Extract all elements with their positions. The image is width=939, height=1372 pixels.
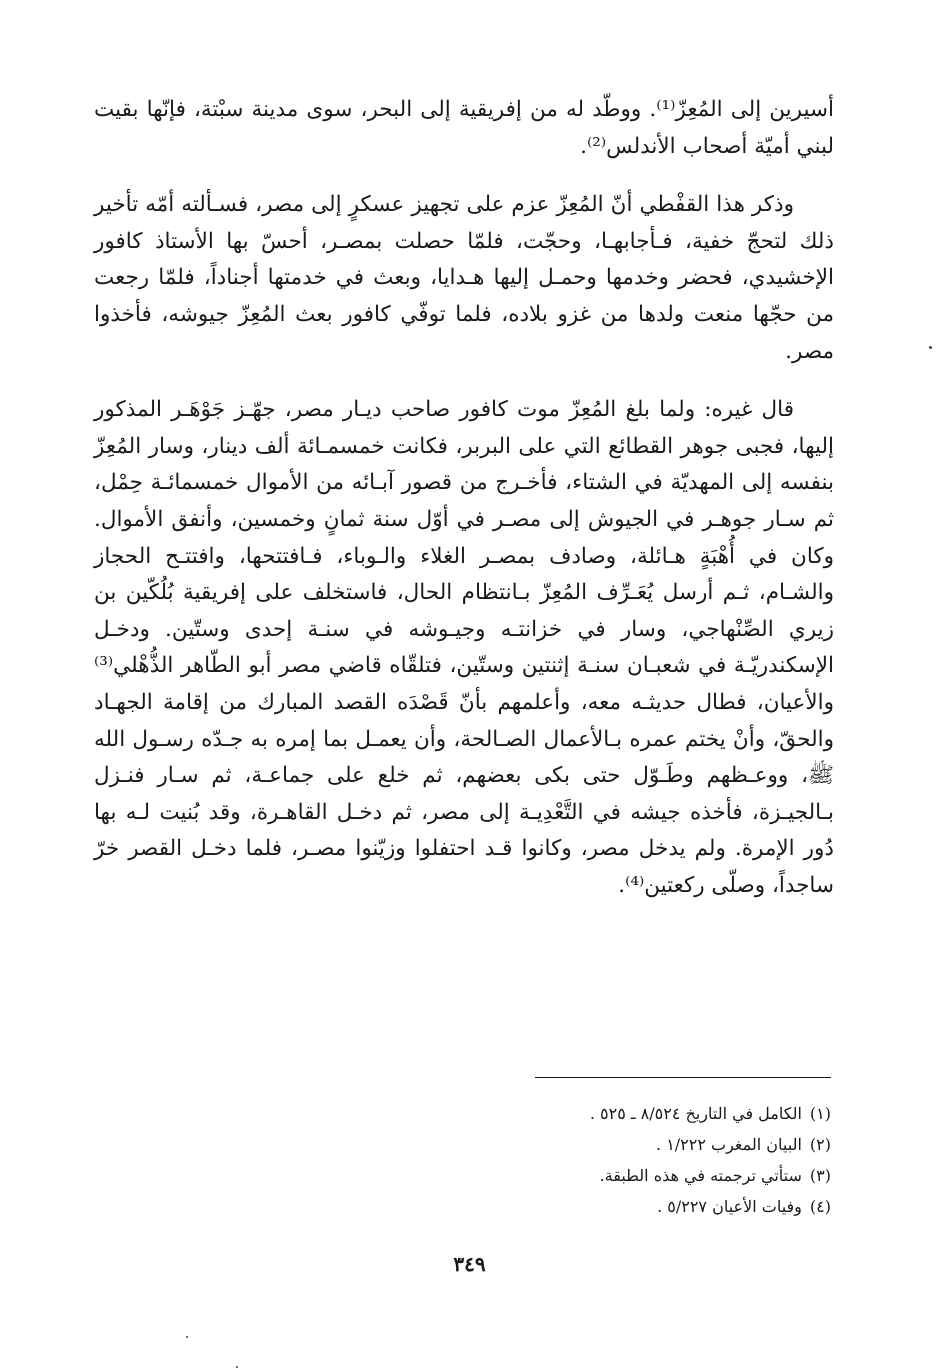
footnote-number: (١) xyxy=(809,1104,831,1123)
scan-speck xyxy=(186,1336,188,1338)
main-text xyxy=(94,92,834,904)
footnote-item xyxy=(300,1098,831,1129)
paragraph-continuation: أسيرين إلى المُعِزّ⁽¹⁾. ووطّد له من إفريقية إلى البحر، سوى مدينة سبْتة، فإنّها بقيت لبني أميّة أصحاب الأندلس⁽²⁾. xyxy=(94,97,834,159)
paragraph-jawhar: قال غيره: ولما بلغ المُعِزّ موت كافور صاحب ديـار مصر، جهّـز جَوْهَـر المذكور إليها، فجبى جوهر القطائع التي على البربر، فكانت خمسمـائة ألف دينار، وسار المُعِزّ بنفسه إلى المهديّة في الشتاء، فأخـرج من قصور آبـائه من الأموال خمسمائـة حِمْل، ثم سـار جوهـر في الجيوش إلى مصـر في أوّل سنة ثمانٍ وخمسين، وأنفق الأموال. وكان في أُهْبَةٍ هـائلة، وصادف بمصـر الغلاء والـوباء، فـافتتحها، وافتتـح الحجاز والشـام، ثـم أرسل يُعَـرِّف المُعِزّ بـانتظام الحال، فاستخلف على إفريقية بُلُكّين بن زيري الصِّنْهاجي، وسار في خزانتـه وجيـوشه في سنـة إحدى وستّين. ودخـل الإسكندريّـة في شعبـان سنـة إثنتين وستّين، فتلقّاه قاضي مصر أبو الطّاهر الذُّهْلي⁽³⁾ والأعيان، فطال حديثـه معه، وأعلمهم بأنّ قَصْدَه القصد المبارك من إقامة الجهـاد والحقّ، وأنْ يختم عمره بـالأعمال الصـالحة، وأن يعمـل بما إمره به جـدّه رسـول الله ﷺ، ووعـظهم وطَـوّل حتى بكى بعضهم، ثم خلع على جماعـة، ثم سـار فنـزل بـالجيـزة، فأخذه جيشه في التَّعْدِيـة إلى مصر، ثم دخـل القاهـرة، وقد بُنيت لـه بها دُور الإمرة. ولم يدخل مصر، وكانوا قـد احتفلوا وزيّنوا مصـر، فلما دخـل القصر خرّ ساجداً، وصلّى ركعتين⁽⁴⁾. xyxy=(94,397,834,898)
scan-speck xyxy=(236,1366,238,1368)
footnote-divider xyxy=(535,1077,831,1078)
footnote-number: (٣) xyxy=(809,1166,831,1185)
footnote-text: الكامل في التاريخ ٨/٥٢٤ ـ ٥٢٥ . xyxy=(589,1104,802,1123)
footnotes-list xyxy=(300,1098,831,1222)
paragraph-qifti: وذكر هذا القفْطي أنّ المُعِزّ عزم على تجهيز عسكرٍ إلى مصر، فسـألته أمّه تأخير ذلك لتحجّ خفية، فـأجابهـا، وحجّت، فلمّا حصلت بمصـر، أحسّ بها الأستاذ كافور الإخشيدي، فحضر وخدمها وحمـل إليها هـدايا، وبعث في خدمتها أجناداً، فلمّا رجعت من حجّها منعت ولدها من غزو بلاده، فلما توفّي كافور بعث المُعِزّ جيوشه، فأخذوا مصر. xyxy=(94,192,834,364)
footnote-item xyxy=(300,1129,831,1160)
footnote-number: (٢) xyxy=(809,1135,831,1154)
page-number: ٣٤٩ xyxy=(453,1252,486,1276)
footnote-number: (٤) xyxy=(809,1197,831,1216)
footnote-item xyxy=(300,1160,831,1191)
scan-speck xyxy=(929,346,932,349)
footnote-item xyxy=(300,1191,831,1222)
footnote-text: ستأتي ترجمته في هذه الطبقة. xyxy=(599,1166,802,1185)
footnote-text: وفيات الأعيان ٥/٢٢٧ . xyxy=(657,1197,802,1216)
footnote-text: البيان المغرب ١/٢٢٢ . xyxy=(656,1135,802,1154)
